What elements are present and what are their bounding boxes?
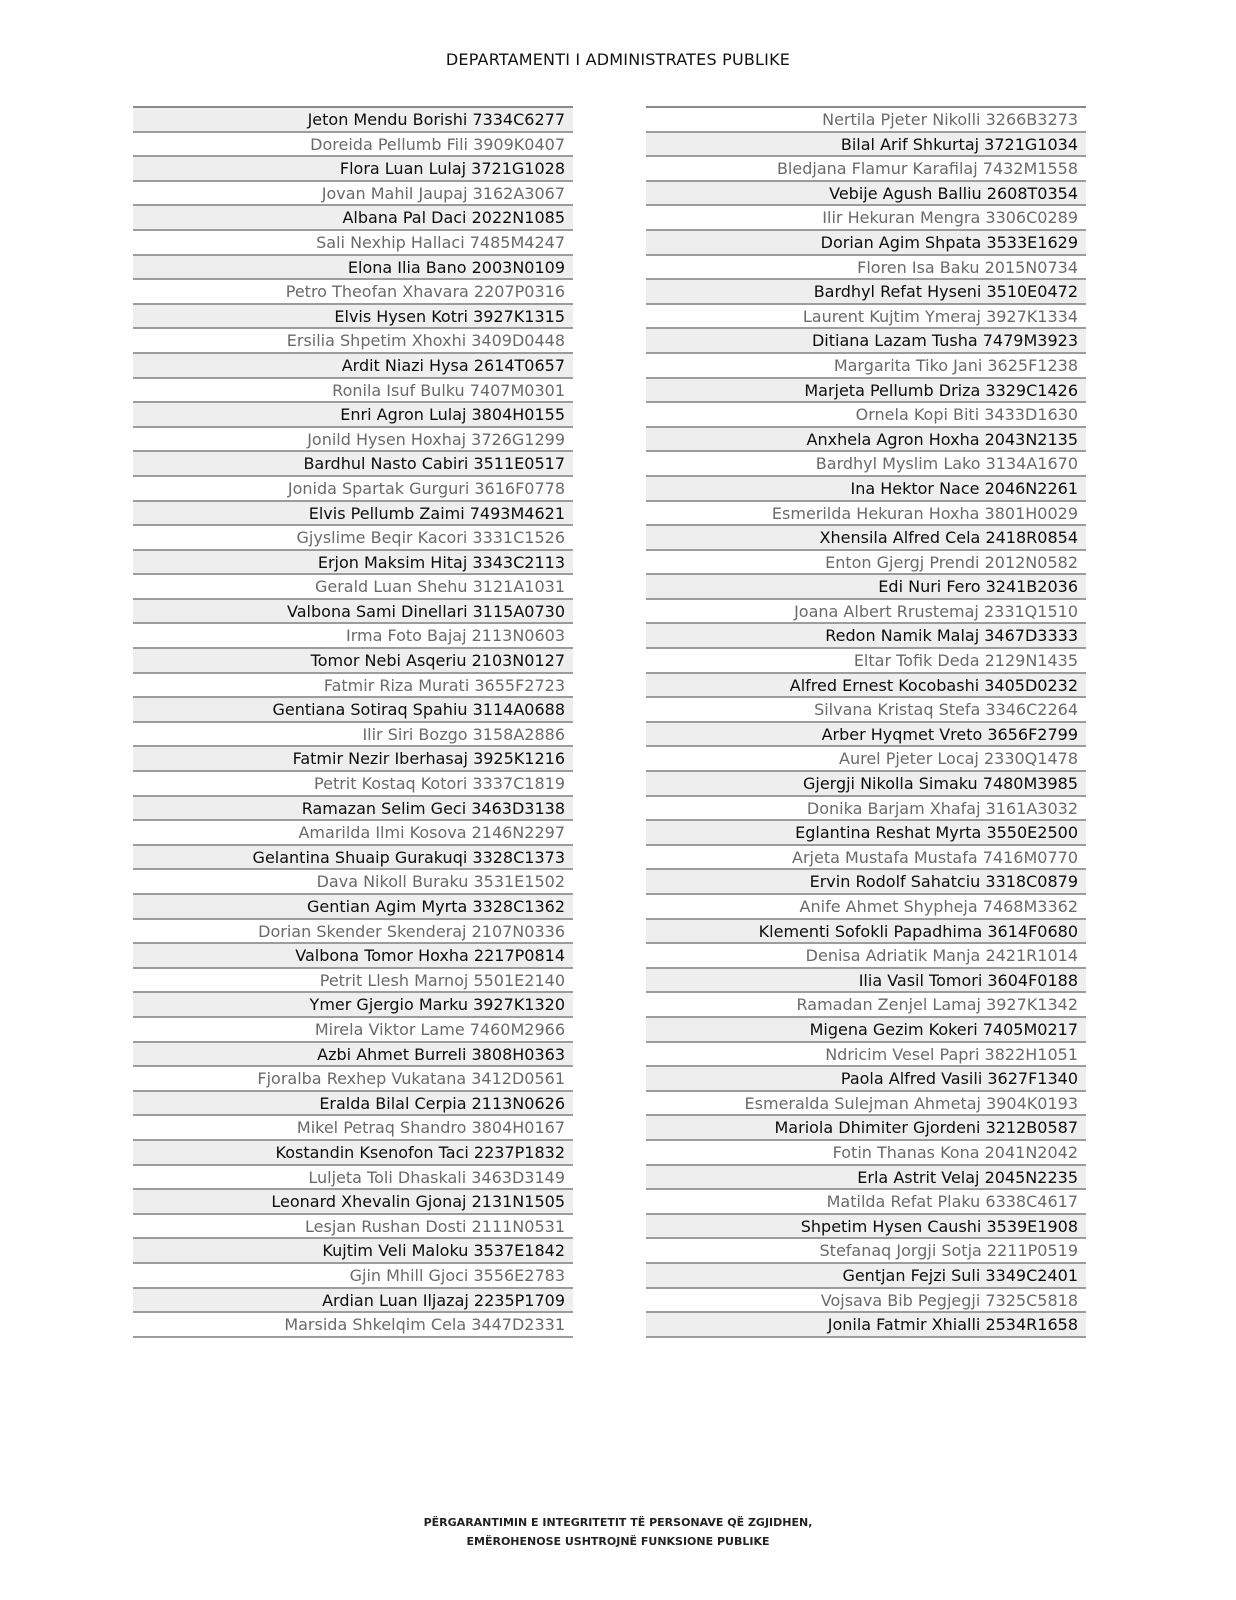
list-item: Ilia Vasil Tomori 3604F0188	[646, 969, 1086, 994]
list-item: Esmerilda Hekuran Hoxha 3801H0029	[646, 502, 1086, 527]
list-item: Ersilia Shpetim Xhoxhi 3409D0448	[133, 329, 573, 354]
list-item: Donika Barjam Xhafaj 3161A3032	[646, 797, 1086, 822]
list-item: Petrit Llesh Marnoj 5501E2140	[133, 969, 573, 994]
list-item: Flora Luan Lulaj 3721G1028	[133, 157, 573, 182]
page-footer	[0, 1513, 1236, 1551]
list-item: Elvis Pellumb Zaimi 7493M4621	[133, 502, 573, 527]
list-item: Ornela Kopi Biti 3433D1630	[646, 403, 1086, 428]
list-item: Ditiana Lazam Tusha 7479M3923	[646, 329, 1086, 354]
list-item: Gjergji Nikolla Simaku 7480M3985	[646, 772, 1086, 797]
list-item: Sali Nexhip Hallaci 7485M4247	[133, 231, 573, 256]
list-item: Jeton Mendu Borishi 7334C6277	[133, 108, 573, 133]
list-item: Dava Nikoll Buraku 3531E1502	[133, 870, 573, 895]
list-item: Ina Hektor Nace 2046N2261	[646, 477, 1086, 502]
list-item: Gjyslime Beqir Kacori 3331C1526	[133, 526, 573, 551]
list-item: Irma Foto Bajaj 2113N0603	[133, 624, 573, 649]
list-item: Kujtim Veli Maloku 3537E1842	[133, 1239, 573, 1264]
list-item: Xhensila Alfred Cela 2418R0854	[646, 526, 1086, 551]
list-item: Vojsava Bib Pegjegji 7325C5818	[646, 1289, 1086, 1314]
list-item: Kostandin Ksenofon Taci 2237P1832	[133, 1141, 573, 1166]
list-item: Tomor Nebi Asqeriu 2103N0127	[133, 649, 573, 674]
list-item: Ramadan Zenjel Lamaj 3927K1342	[646, 993, 1086, 1018]
left-name-list	[133, 106, 573, 1338]
list-item: Migena Gezim Kokeri 7405M0217	[646, 1018, 1086, 1043]
list-item: Erla Astrit Velaj 2045N2235	[646, 1166, 1086, 1191]
list-item: Ymer Gjergio Marku 3927K1320	[133, 993, 573, 1018]
footer-line-2: EMËROHENOSE USHTROJNË FUNKSIONE PUBLIKE	[466, 1535, 770, 1548]
list-item: Redon Namik Malaj 3467D3333	[646, 624, 1086, 649]
list-item: Fjoralba Rexhep Vukatana 3412D0561	[133, 1067, 573, 1092]
list-item: Jovan Mahil Jaupaj 3162A3067	[133, 182, 573, 207]
list-item: Bardhyl Refat Hyseni 3510E0472	[646, 280, 1086, 305]
list-item: Edi Nuri Fero 3241B2036	[646, 575, 1086, 600]
list-item: Elona Ilia Bano 2003N0109	[133, 256, 573, 281]
list-item: Silvana Kristaq Stefa 3346C2264	[646, 698, 1086, 723]
list-item: Elvis Hysen Kotri 3927K1315	[133, 305, 573, 330]
list-item: Bledjana Flamur Karafilaj 7432M1558	[646, 157, 1086, 182]
list-item: Gentian Agim Myrta 3328C1362	[133, 895, 573, 920]
list-item: Mirela Viktor Lame 7460M2966	[133, 1018, 573, 1043]
list-item: Denisa Adriatik Manja 2421R1014	[646, 944, 1086, 969]
list-item: Jonild Hysen Hoxhaj 3726G1299	[133, 428, 573, 453]
list-item: Ndricim Vesel Papri 3822H1051	[646, 1043, 1086, 1068]
list-item: Anife Ahmet Shypheja 7468M3362	[646, 895, 1086, 920]
right-name-list	[646, 106, 1086, 1338]
list-item: Gelantina Shuaip Gurakuqi 3328C1373	[133, 846, 573, 871]
list-item: Gjin Mhill Gjoci 3556E2783	[133, 1264, 573, 1289]
list-item: Petrit Kostaq Kotori 3337C1819	[133, 772, 573, 797]
list-item: Shpetim Hysen Caushi 3539E1908	[646, 1215, 1086, 1240]
list-item: Gentjan Fejzi Suli 3349C2401	[646, 1264, 1086, 1289]
list-item: Leonard Xhevalin Gjonaj 2131N1505	[133, 1190, 573, 1215]
list-item: Eltar Tofik Deda 2129N1435	[646, 649, 1086, 674]
list-item: Arjeta Mustafa Mustafa 7416M0770	[646, 846, 1086, 871]
list-item: Ervin Rodolf Sahatciu 3318C0879	[646, 870, 1086, 895]
list-item: Marjeta Pellumb Driza 3329C1426	[646, 379, 1086, 404]
list-item: Eralda Bilal Cerpia 2113N0626	[133, 1092, 573, 1117]
list-item: Petro Theofan Xhavara 2207P0316	[133, 280, 573, 305]
list-item: Ramazan Selim Geci 3463D3138	[133, 797, 573, 822]
list-item: Anxhela Agron Hoxha 2043N2135	[646, 428, 1086, 453]
list-item: Ronila Isuf Bulku 7407M0301	[133, 379, 573, 404]
list-item: Gerald Luan Shehu 3121A1031	[133, 575, 573, 600]
list-item: Fatmir Nezir Iberhasaj 3925K1216	[133, 747, 573, 772]
list-item: Alfred Ernest Kocobashi 3405D0232	[646, 674, 1086, 699]
list-item: Ilir Hekuran Mengra 3306C0289	[646, 206, 1086, 231]
list-item: Mikel Petraq Shandro 3804H0167	[133, 1116, 573, 1141]
list-item: Arber Hyqmet Vreto 3656F2799	[646, 723, 1086, 748]
list-item: Jonila Fatmir Xhialli 2534R1658	[646, 1313, 1086, 1338]
list-item: Bardhul Nasto Cabiri 3511E0517	[133, 452, 573, 477]
list-item: Bardhyl Myslim Lako 3134A1670	[646, 452, 1086, 477]
list-item: Floren Isa Baku 2015N0734	[646, 256, 1086, 281]
list-item: Ardit Niazi Hysa 2614T0657	[133, 354, 573, 379]
list-item: Amarilda Ilmi Kosova 2146N2297	[133, 821, 573, 846]
list-item: Fatmir Riza Murati 3655F2723	[133, 674, 573, 699]
list-item: Matilda Refat Plaku 6338C4617	[646, 1190, 1086, 1215]
list-item: Stefanaq Jorgji Sotja 2211P0519	[646, 1239, 1086, 1264]
list-item: Luljeta Toli Dhaskali 3463D3149	[133, 1166, 573, 1191]
list-item: Marsida Shkelqim Cela 3447D2331	[133, 1313, 573, 1338]
list-item: Ilir Siri Bozgo 3158A2886	[133, 723, 573, 748]
list-item: Eglantina Reshat Myrta 3550E2500	[646, 821, 1086, 846]
list-item: Dorian Agim Shpata 3533E1629	[646, 231, 1086, 256]
list-item: Dorian Skender Skenderaj 2107N0336	[133, 920, 573, 945]
list-item: Valbona Sami Dinellari 3115A0730	[133, 600, 573, 625]
list-item: Valbona Tomor Hoxha 2217P0814	[133, 944, 573, 969]
list-item: Enton Gjergj Prendi 2012N0582	[646, 551, 1086, 576]
list-item: Margarita Tiko Jani 3625F1238	[646, 354, 1086, 379]
list-item: Mariola Dhimiter Gjordeni 3212B0587	[646, 1116, 1086, 1141]
list-item: Joana Albert Rrustemaj 2331Q1510	[646, 600, 1086, 625]
list-item: Jonida Spartak Gurguri 3616F0778	[133, 477, 573, 502]
list-item: Doreida Pellumb Fili 3909K0407	[133, 133, 573, 158]
list-item: Nertila Pjeter Nikolli 3266B3273	[646, 108, 1086, 133]
list-item: Azbi Ahmet Burreli 3808H0363	[133, 1043, 573, 1068]
list-item: Paola Alfred Vasili 3627F1340	[646, 1067, 1086, 1092]
page-title: DEPARTAMENTI I ADMINISTRATES PUBLIKE	[445, 50, 791, 69]
list-item: Bilal Arif Shkurtaj 3721G1034	[646, 133, 1086, 158]
list-item: Albana Pal Daci 2022N1085	[133, 206, 573, 231]
list-item: Esmeralda Sulejman Ahmetaj 3904K0193	[646, 1092, 1086, 1117]
list-item: Vebije Agush Balliu 2608T0354	[646, 182, 1086, 207]
list-item: Enri Agron Lulaj 3804H0155	[133, 403, 573, 428]
list-item: Erjon Maksim Hitaj 3343C2113	[133, 551, 573, 576]
list-item: Ardian Luan Iljazaj 2235P1709	[133, 1289, 573, 1314]
list-item: Fotin Thanas Kona 2041N2042	[646, 1141, 1086, 1166]
list-item: Laurent Kujtim Ymeraj 3927K1334	[646, 305, 1086, 330]
list-item: Aurel Pjeter Locaj 2330Q1478	[646, 747, 1086, 772]
footer-line-1: PËRGARANTIMIN E INTEGRITETIT TË PERSONAVE QË ZGJIDHEN,	[423, 1516, 813, 1529]
list-item: Klementi Sofokli Papadhima 3614F0680	[646, 920, 1086, 945]
list-item: Lesjan Rushan Dosti 2111N0531	[133, 1215, 573, 1240]
list-item: Gentiana Sotiraq Spahiu 3114A0688	[133, 698, 573, 723]
